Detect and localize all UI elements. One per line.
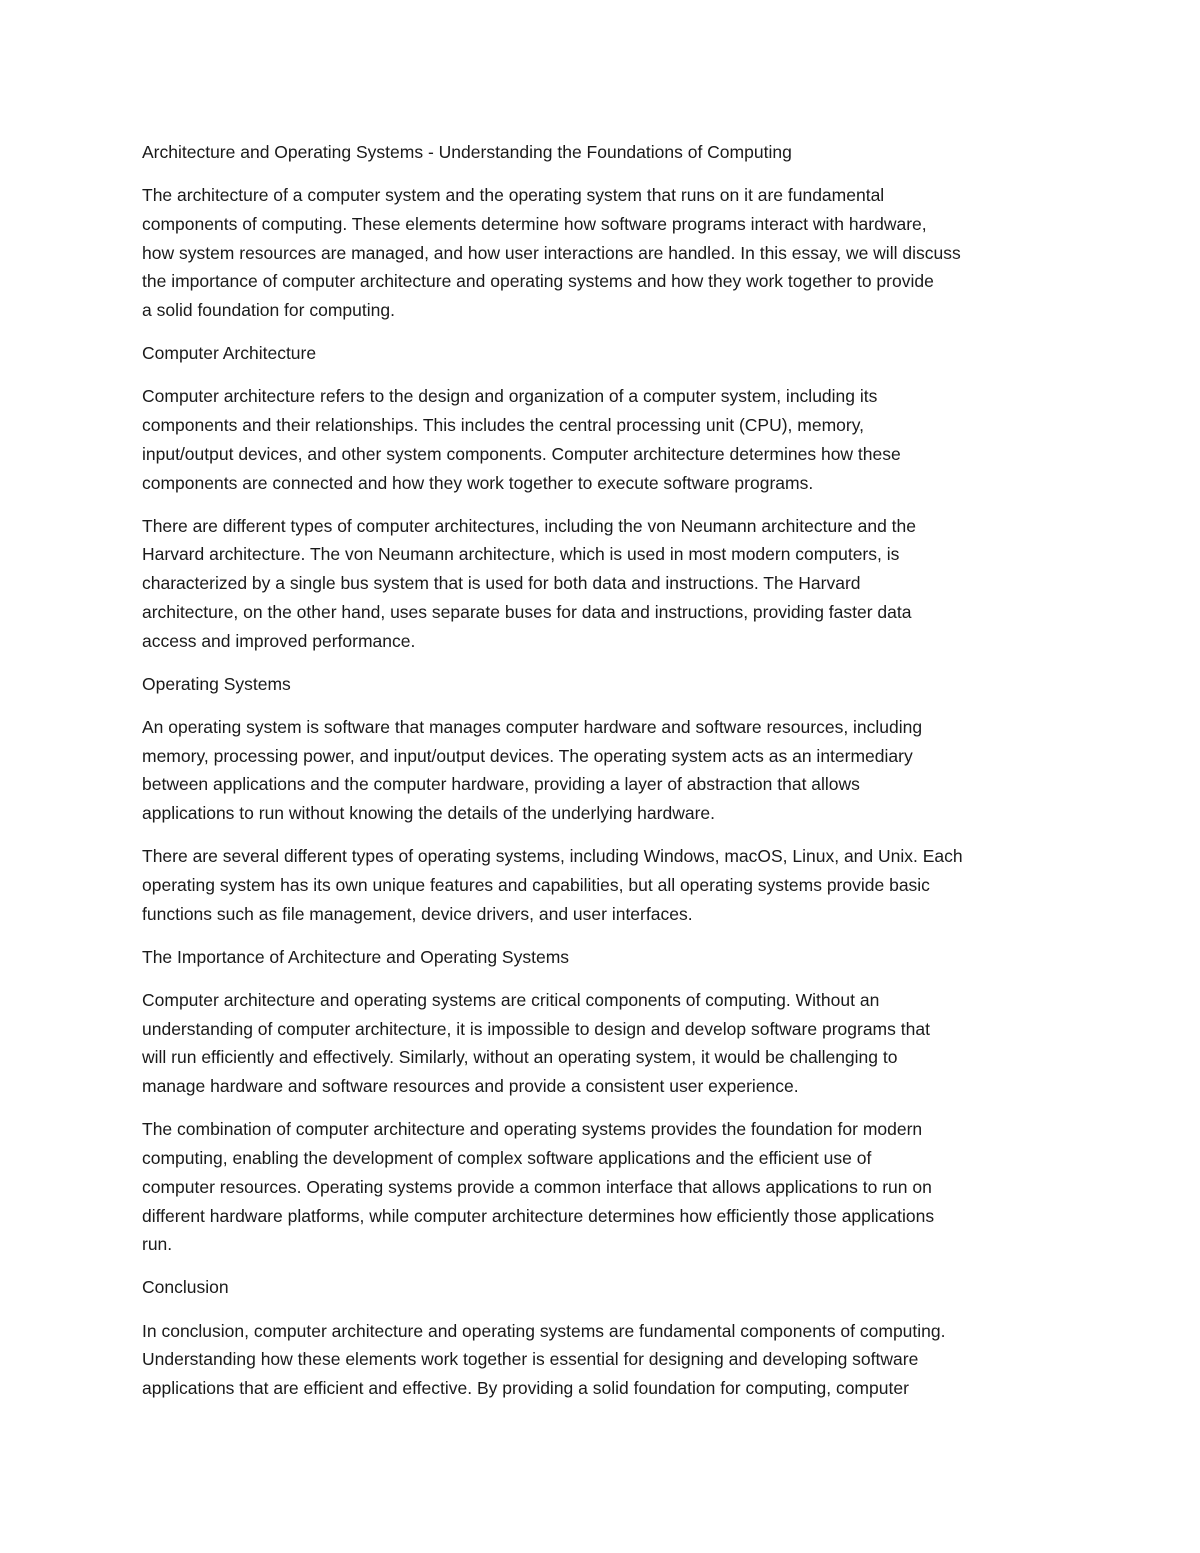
paragraph-line: There are several different types of operating systems, including Windows, macOS, Linux, and Unix. Each <box>142 846 963 867</box>
paragraph-line: run. <box>142 1234 173 1255</box>
document-title <box>142 138 1062 167</box>
paragraph-line: components are connected and how they work together to execute software programs. <box>142 472 814 493</box>
paragraph-line: understanding of computer architecture, it is impossible to design and develop software programs that <box>142 1018 930 1039</box>
paragraph-line: a solid foundation for computing. <box>142 300 395 321</box>
section-heading <box>142 670 1062 699</box>
paragraph-line: architecture, on the other hand, uses separate buses for data and instructions, providing faster data <box>142 601 912 622</box>
paragraph-line: manage hardware and software resources and provide a consistent user experience. <box>142 1076 799 1097</box>
body-paragraph <box>142 986 1062 1101</box>
paragraph-line: operating system has its own unique features and capabilities, but all operating systems provide basic <box>142 874 930 895</box>
section-heading <box>142 1273 1062 1302</box>
paragraph-line: The Importance of Architecture and Operating Systems <box>142 946 570 967</box>
paragraph-line: Harvard architecture. The von Neumann architecture, which is used in most modern computers, is <box>142 544 900 565</box>
paragraph-line: how system resources are managed, and how user interactions are handled. In this essay, we will discuss <box>142 242 961 263</box>
body-paragraph <box>142 842 1062 928</box>
paragraph-line: the importance of computer architecture and operating systems and how they work together to provide <box>142 271 934 292</box>
body-paragraph <box>142 512 1062 656</box>
paragraph-line: Operating Systems <box>142 673 291 694</box>
paragraph-line: Computer Architecture <box>142 343 317 364</box>
document-page <box>142 138 1062 1417</box>
paragraph-line: will run efficiently and effectively. Similarly, without an operating system, it would be challenging to <box>142 1047 898 1068</box>
paragraph-line: Computer architecture refers to the design and organization of a computer system, including its <box>142 386 878 407</box>
paragraph-line: memory, processing power, and input/output devices. The operating system acts as an intermediary <box>142 745 913 766</box>
paragraph-line: characterized by a single bus system that is used for both data and instructions. The Harvard <box>142 573 861 594</box>
paragraph-line: An operating system is software that manages computer hardware and software resources, including <box>142 716 923 737</box>
paragraph-line: There are different types of computer architectures, including the von Neumann architecture and the <box>142 515 916 536</box>
paragraph-line: components of computing. These elements determine how software programs interact with hardware, <box>142 213 927 234</box>
body-paragraph <box>142 1115 1062 1259</box>
paragraph-line: between applications and the computer hardware, providing a layer of abstraction that allows <box>142 774 860 795</box>
body-paragraph <box>142 713 1062 828</box>
paragraph-line: In conclusion, computer architecture and operating systems are fundamental components of computing. <box>142 1320 946 1341</box>
paragraph-line: The architecture of a computer system and the operating system that runs on it are fundamental <box>142 185 885 206</box>
paragraph-line: applications to run without knowing the details of the underlying hardware. <box>142 803 715 824</box>
paragraph-line: Computer architecture and operating systems are critical components of computing. Without an <box>142 990 880 1011</box>
section-heading <box>142 943 1062 972</box>
paragraph-line: applications that are efficient and effective. By providing a solid foundation for computing, computer <box>142 1378 909 1399</box>
paragraph-line: input/output devices, and other system components. Computer architecture determines how these <box>142 443 901 464</box>
paragraph-line: functions such as file management, device drivers, and user interfaces. <box>142 903 693 924</box>
section-heading <box>142 339 1062 368</box>
body-paragraph <box>142 382 1062 497</box>
body-paragraph <box>142 181 1062 325</box>
paragraph-line: Understanding how these elements work together is essential for designing and developing software <box>142 1349 919 1370</box>
paragraph-line: components and their relationships. This includes the central processing unit (CPU), memory, <box>142 415 865 436</box>
paragraph-line: The combination of computer architecture and operating systems provides the foundation for modern <box>142 1119 923 1140</box>
paragraph-line: access and improved performance. <box>142 630 416 651</box>
paragraph-line: Conclusion <box>142 1277 229 1298</box>
body-paragraph <box>142 1317 1062 1403</box>
document-body <box>142 181 1062 1403</box>
paragraph-line: different hardware platforms, while computer architecture determines how efficiently those applications <box>142 1205 935 1226</box>
title-line: Architecture and Operating Systems - Understanding the Foundations of Computing <box>142 142 792 162</box>
paragraph-line: computing, enabling the development of complex software applications and the efficient use of <box>142 1148 872 1169</box>
paragraph-line: computer resources. Operating systems provide a common interface that allows applications to run on <box>142 1176 932 1197</box>
